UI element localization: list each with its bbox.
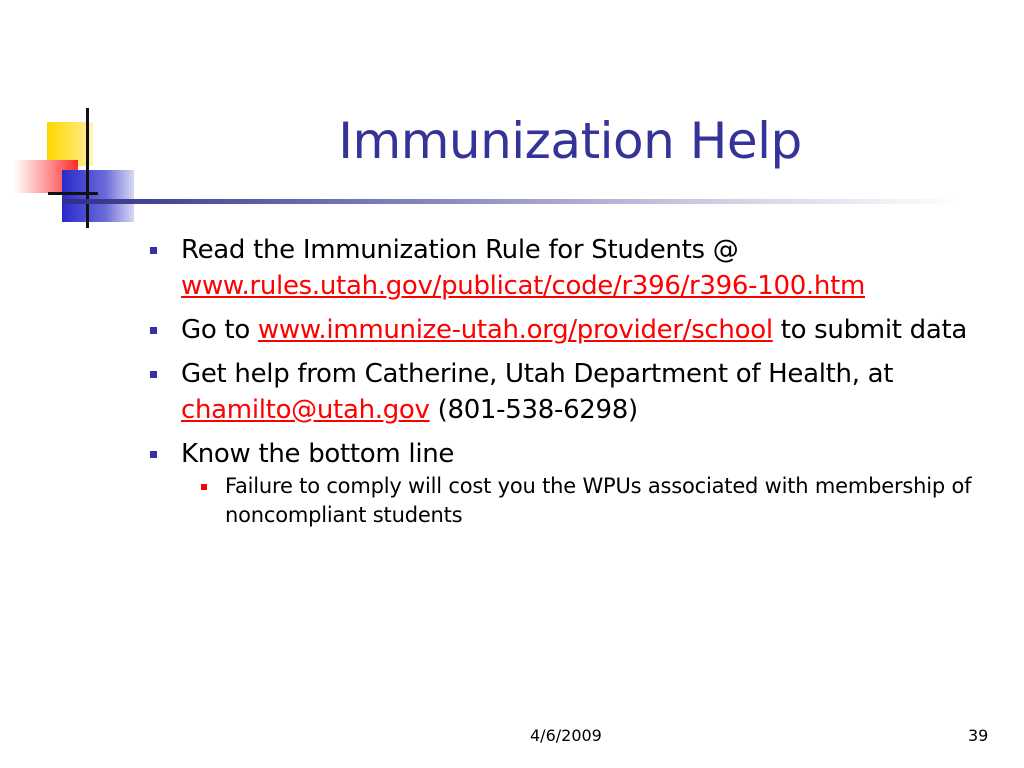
email-link[interactable]: chamilto@utah.gov xyxy=(181,395,430,425)
bullet-square-icon xyxy=(150,371,157,378)
footer-date: 4/6/2009 xyxy=(530,726,602,745)
bullet-item-help xyxy=(150,356,1010,428)
bullet-text: Know the bottom line xyxy=(181,439,455,469)
bullet-text: Get help from Catherine, Utah Department of Health, at xyxy=(181,359,894,389)
bullet-text-after: to submit data xyxy=(772,315,967,345)
sub-bullet-list xyxy=(181,472,1010,530)
sub-bullet-text: Failure to comply will cost you the WPUs associated with membership of noncompliant students xyxy=(225,474,972,527)
rules-link[interactable]: www.rules.utah.gov/publicat/code/r396/r396-100.htm xyxy=(181,271,866,301)
bullet-item-bottom-line xyxy=(150,436,1010,530)
immunize-link[interactable]: www.immunize-utah.org/provider/school xyxy=(257,315,773,345)
bullet-square-icon xyxy=(150,247,157,254)
bullet-text: Read the Immunization Rule for Students @ xyxy=(181,235,739,265)
title-underline xyxy=(62,199,962,204)
bullet-item-rule xyxy=(150,232,1010,304)
bullet-square-icon xyxy=(150,327,157,334)
bullet-text-after: (801-538-6298) xyxy=(429,395,638,425)
bullet-square-icon xyxy=(150,451,157,458)
slide-title: Immunization Help xyxy=(338,112,802,170)
sub-bullet-square-icon xyxy=(201,484,207,490)
bullet-list xyxy=(150,232,1010,538)
sub-bullet-item xyxy=(181,472,1010,530)
bullet-text: Go to xyxy=(181,315,258,345)
bullet-item-submit xyxy=(150,312,1010,348)
slide-logo-graphic xyxy=(0,100,150,230)
page-number: 39 xyxy=(968,726,989,745)
